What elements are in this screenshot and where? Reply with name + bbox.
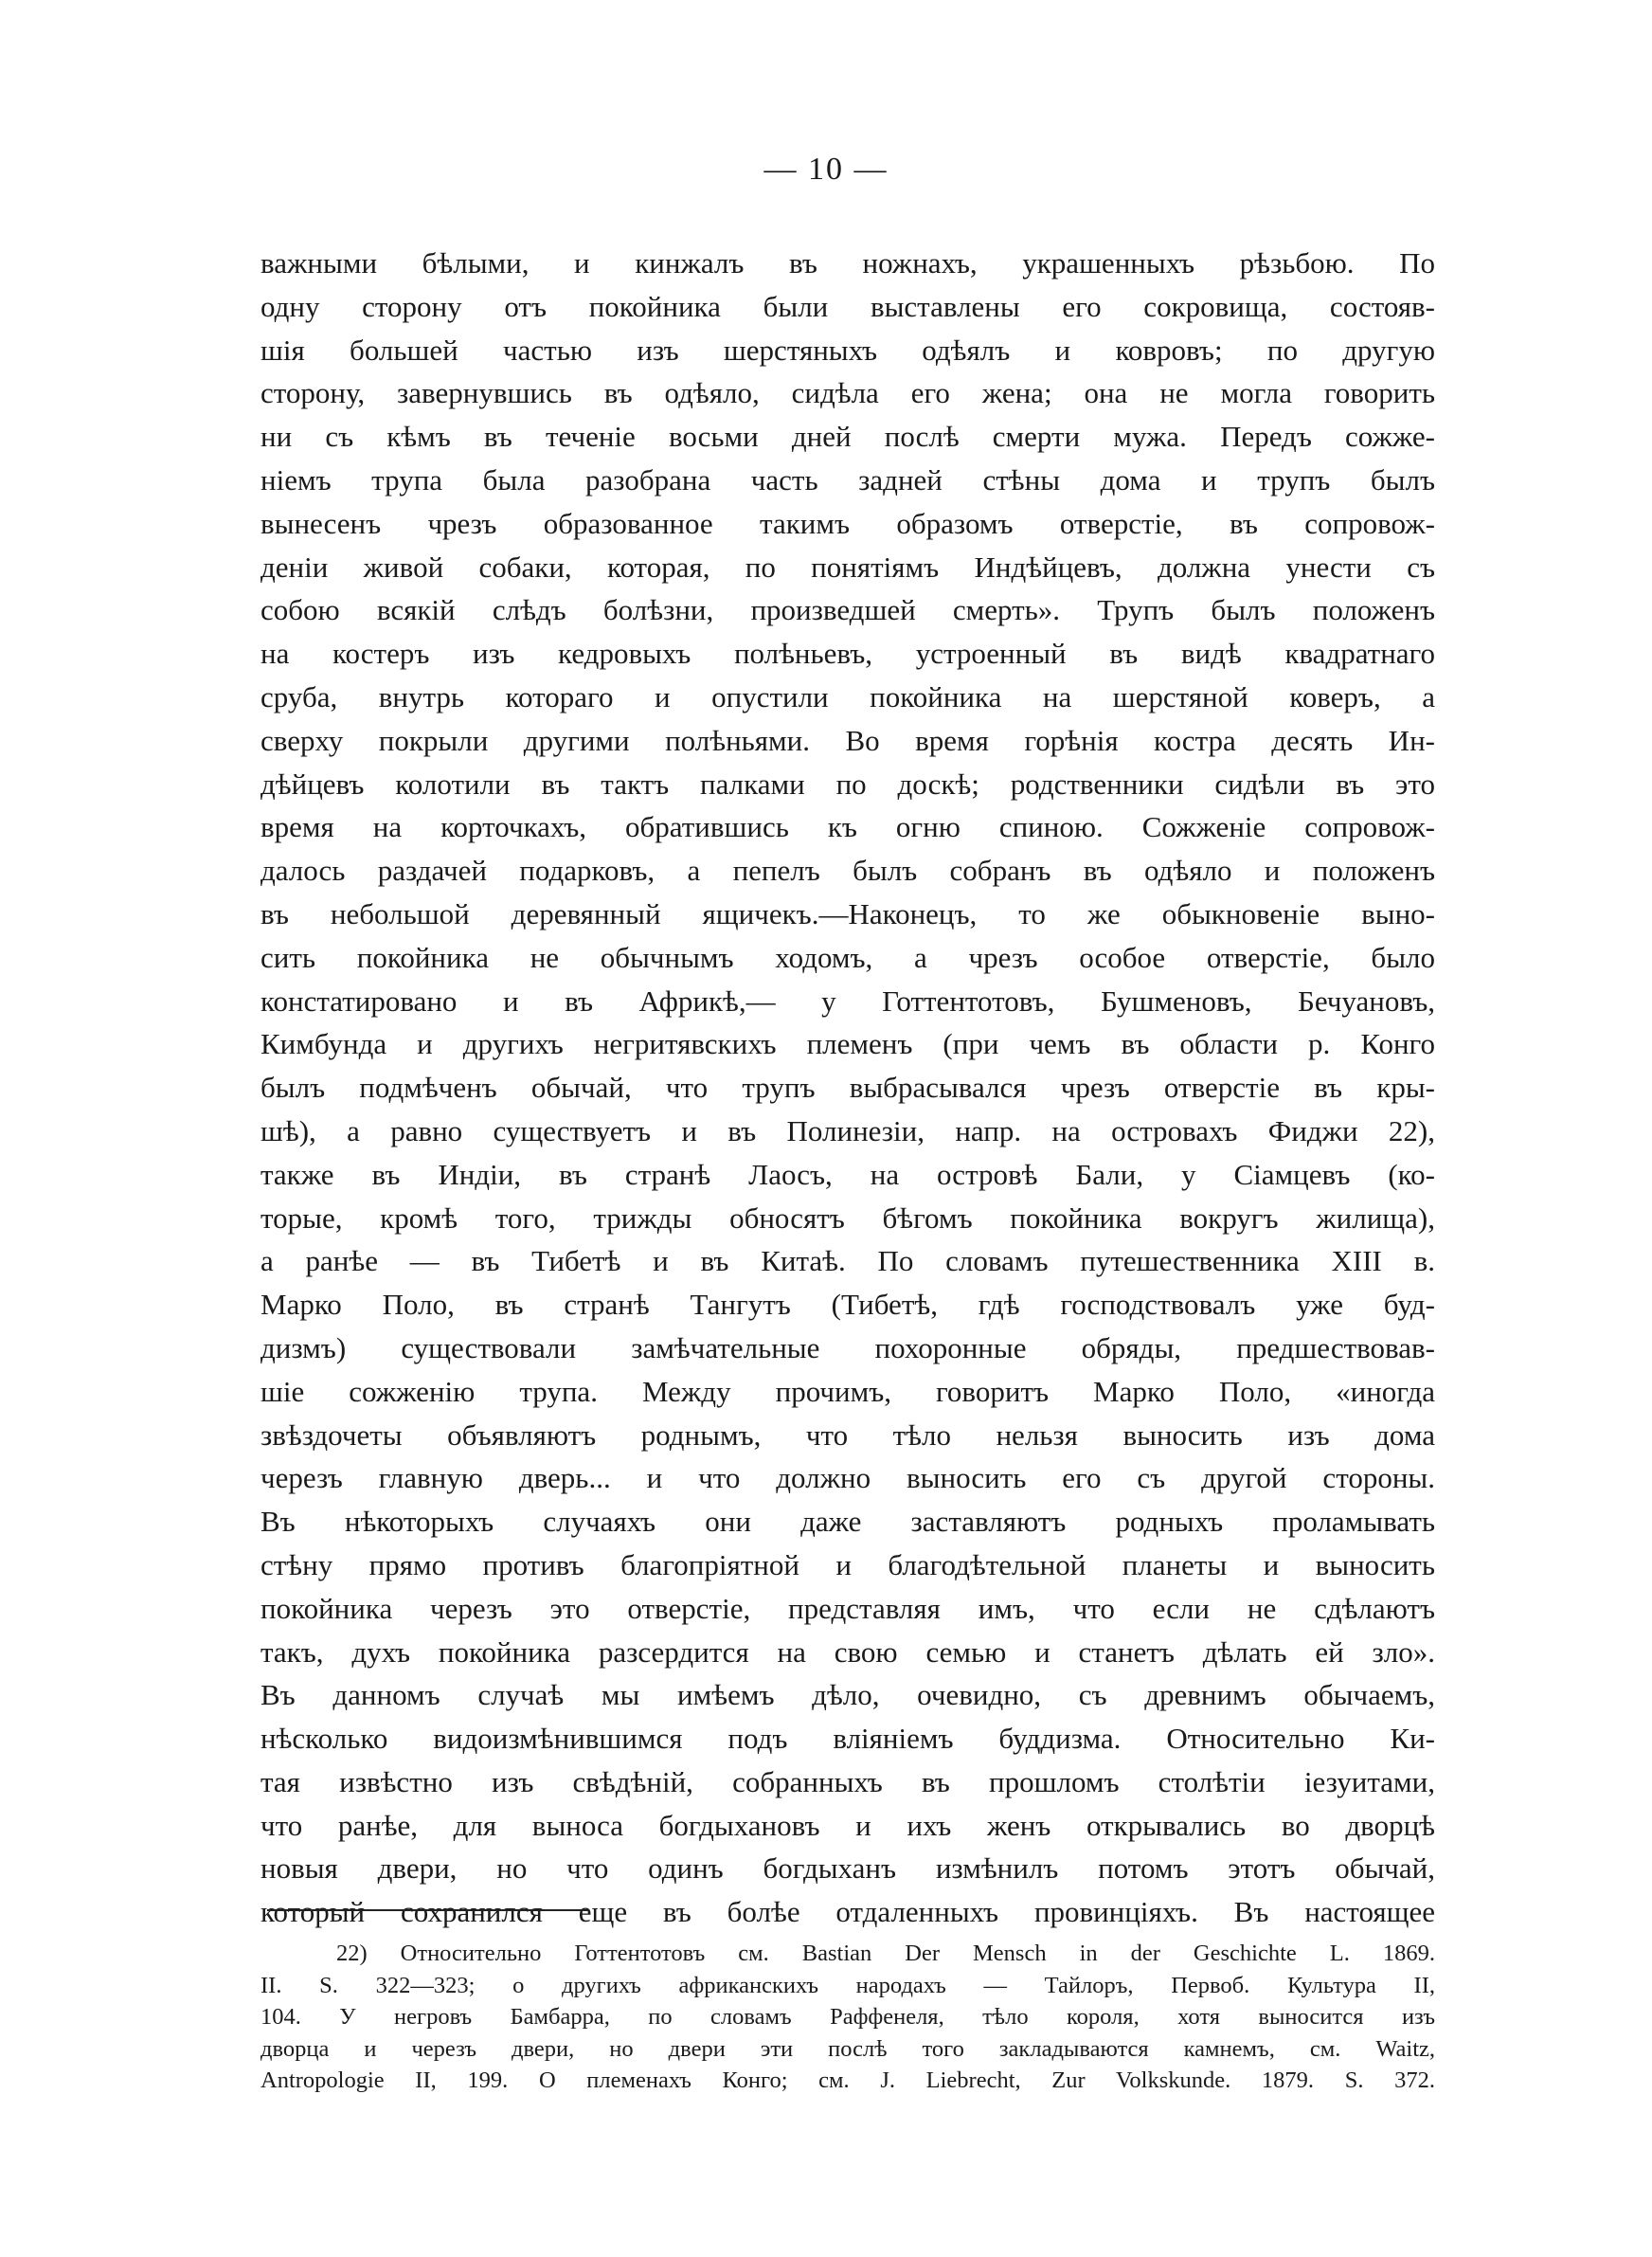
body-line: сить покойника не обычнымъ ходомъ, а чрезъ особое отверстіе, было [260, 940, 1435, 974]
footnote-line: дворца и черезъ двери, но двери эти послѣ того закладываются камнемъ, см. Waitz, [260, 2035, 1435, 2062]
body-line: нѣсколько видоизмѣнившимся подъ вліяніемъ буддизма. Относительно Ки- [260, 1722, 1435, 1756]
body-line: торые, кромѣ того, трижды обносятъ бѣгомъ покойника вокругъ жилища), [260, 1201, 1435, 1235]
page-number: — 10 — [763, 152, 889, 187]
body-line: шіе сожженію трупа. Между прочимъ, говоритъ Марко Поло, «иногда [260, 1374, 1435, 1408]
footnote-line: Antropologie II, 199. О племенахъ Конго; см. J. Liebrecht, Zur Volkskunde. 1879. S. 372. [260, 2067, 1435, 2093]
body-line: время на корточкахъ, обратившись къ огню спиною. Сожженіе сопровож- [260, 810, 1435, 844]
body-line: шѣ), а равно существуетъ и въ Полинезіи, напр. на островахъ Фиджи 22), [260, 1113, 1435, 1147]
body-line: сторону, завернувшись въ одѣяло, сидѣла его жена; она не могла говорить [260, 376, 1435, 410]
body-text [260, 242, 1435, 1934]
footnote-divider [267, 1909, 589, 1911]
body-line: черезъ главную дверь... и что должно выносить его съ другой стороны. [260, 1461, 1435, 1495]
body-line: собою всякій слѣдъ болѣзни, произведшей смерть». Трупъ былъ положенъ [260, 593, 1435, 627]
body-line: стѣну прямо противъ благопріятной и благодѣтельной планеты и выносить [260, 1547, 1435, 1581]
body-line: деніи живой собаки, которая, по понятіямъ Индѣйцевъ, должна унести съ [260, 550, 1435, 584]
body-line: сверху покрыли другими полѣньями. Во время горѣнія костра десять Ин- [260, 723, 1435, 757]
body-line: вынесенъ чрезъ образованное такимъ образомъ отверстіе, въ сопровож- [260, 506, 1435, 540]
body-line: одну сторону отъ покойника были выставлены его сокровища, состояв- [260, 289, 1435, 323]
body-line: что ранѣе, для выноса богдыхановъ и ихъ женъ открывались во дворцѣ [260, 1808, 1435, 1842]
body-line: въ небольшой деревянный ящичекъ.—Наконецъ, то же обыкновеніе выно- [260, 896, 1435, 930]
footnote-line: 104. У негровъ Бамбарра, по словамъ Раффенеля, тѣло короля, хотя выносится изъ [260, 2004, 1435, 2030]
body-line: звѣздочеты объявляютъ роднымъ, что тѣло нельзя выносить изъ дома [260, 1417, 1435, 1452]
body-line: дѣйцевъ колотили въ тактъ палками по доскѣ; родственники сидѣли въ это [260, 767, 1435, 801]
body-line: новыя двери, но что одинъ богдыханъ измѣнилъ потомъ этотъ обычай, [260, 1851, 1435, 1886]
body-line: далось раздачей подарковъ, а пепелъ былъ собранъ въ одѣяло и положенъ [260, 854, 1435, 888]
body-line: такъ, духъ покойника разсердится на свою семью и станетъ дѣлать ей зло». [260, 1634, 1435, 1669]
body-line: покойника черезъ это отверстіе, представляя имъ, что если не сдѣлаютъ [260, 1591, 1435, 1625]
body-line: дизмъ) существовали замѣчательные похоронные обряды, предшествовав- [260, 1330, 1435, 1364]
footnote [260, 1938, 1435, 2097]
body-line: Кимбунда и другихъ негритявскихъ племенъ (при чемъ въ области р. Конго [260, 1027, 1435, 1061]
body-line: Въ данномъ случаѣ мы имѣемъ дѣло, очевидно, съ древнимъ обычаемъ, [260, 1678, 1435, 1712]
body-line: Въ нѣкоторыхъ случаяхъ они даже заставляютъ родныхъ проламывать [260, 1505, 1435, 1539]
body-line: констатировано и въ Африкѣ,— у Готтентотовъ, Бушменовъ, Бечуановъ, [260, 984, 1435, 1018]
body-line: тая извѣстно изъ свѣдѣній, собранныхъ въ прошломъ столѣтіи іезуитами, [260, 1764, 1435, 1798]
body-line: важными бѣлыми, и кинжалъ въ ножнахъ, украшенныхъ рѣзьбою. По [260, 246, 1435, 280]
body-line: также въ Индіи, въ странѣ Лаосъ, на островѣ Бали, у Сіамцевъ (ко- [260, 1157, 1435, 1191]
body-line: шія большей частью изъ шерстяныхъ одѣялъ и ковровъ; по другую [260, 333, 1435, 367]
body-line: ніемъ трупа была разобрана часть задней стѣны дома и трупъ былъ [260, 462, 1435, 497]
body-line: а ранѣе — въ Тибетѣ и въ Китаѣ. По словамъ путешественника XIII в. [260, 1244, 1435, 1278]
body-line: ни съ кѣмъ въ теченіе восьми дней послѣ смерти мужа. Передъ сожже- [260, 420, 1435, 454]
body-line: который сохранился еще въ болѣе отдаленныхъ провинціяхъ. Въ настоящее [260, 1895, 1435, 1929]
footnote-line: 22) Относительно Готтентотовъ см. Bastian Der Mensch in der Geschichte L. 1869. [336, 1941, 1435, 1966]
body-line: Марко Поло, въ странѣ Тангутъ (Тибетѣ, гдѣ господствовалъ уже буд- [260, 1288, 1435, 1322]
body-line: былъ подмѣченъ обычай, что трупъ выбрасывался чрезъ отверстіе въ кры- [260, 1071, 1435, 1105]
body-line: на костеръ изъ кедровыхъ полѣньевъ, устроенный въ видѣ квадратнаго [260, 637, 1435, 671]
body-line: сруба, внутрь котораго и опустили покойника на шерстяной коверъ, а [260, 679, 1435, 713]
footnote-line: II. S. 322—323; о другихъ африканскихъ народахъ — Тайлоръ, Первоб. Культура II, [260, 1972, 1435, 1998]
